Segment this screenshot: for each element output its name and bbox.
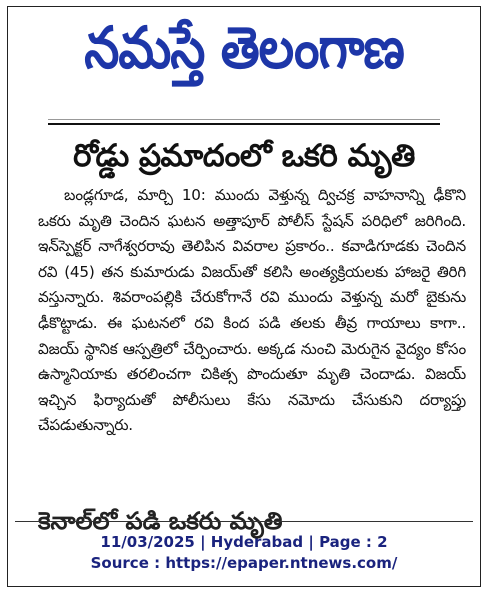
footer-divider <box>15 521 473 522</box>
next-article-headline-cutoff <box>38 507 458 535</box>
article-body: బండ్లగూడ, మార్చి 10: ముందు వెళ్తున్న ద్విచక్ర వాహనాన్ని ఢీకొని ఒకరు మృతి చెందిన ఘటన అత్తాపూర్ పోలీస్ స్టేషన్ పరిధిలో జరిగింది. ఇన్‌స్పెక్టర్ నాగేశ్వరరావు తెలిపిన వివరాల ప్రకారం.. కవాడిగూడకు చెందిన రవి (45) తన కుమారుడు విజయ్‌తో కలిసి అంత్యక్రియలకు హాజరై తిరిగి వస్తున్నారు. శివరాంపల్లికి చేరుకోగానే రవి ముందు వెళ్తున్న మరో బైకును ఢీకొట్టాడు. ఈ ఘటనలో రవి కింద పడి తలకు తీవ్ర గాయాలు కాగా.. విజయ్ స్థానిక ఆస్పత్రిలో చేర్పించారు. అక్కడ నుంచి మెరుగైన వైద్యం కోసం ఉస్మానియాకు తరలించగా చికిత్స పొందుతూ మృతి చెందాడు. విజయ్ ఇచ్చిన ఫిర్యాదుతో పోలీసులు కేసు నమోదు చేసుకుని దర్యాప్తు చేపడుతున్నారు. <box>38 186 466 435</box>
clipping-frame <box>7 6 481 587</box>
masthead-rule-thin <box>48 119 440 120</box>
masthead-rule-thick <box>48 123 440 125</box>
article-headline: రోడ్డు ప్రమాదంలో ఒకరి మృతి <box>73 138 415 174</box>
next-article-headline-text: కెనాల్‌లో పడి ఒకరు మృతి <box>38 507 283 535</box>
source-link[interactable]: Source : https://epaper.ntnews.com/ <box>90 554 398 572</box>
edition-info: 11/03/2025 | Hyderabad | Page : 2 <box>100 533 388 551</box>
newspaper-masthead: నమస్తే తెలంగాణ <box>84 14 404 82</box>
